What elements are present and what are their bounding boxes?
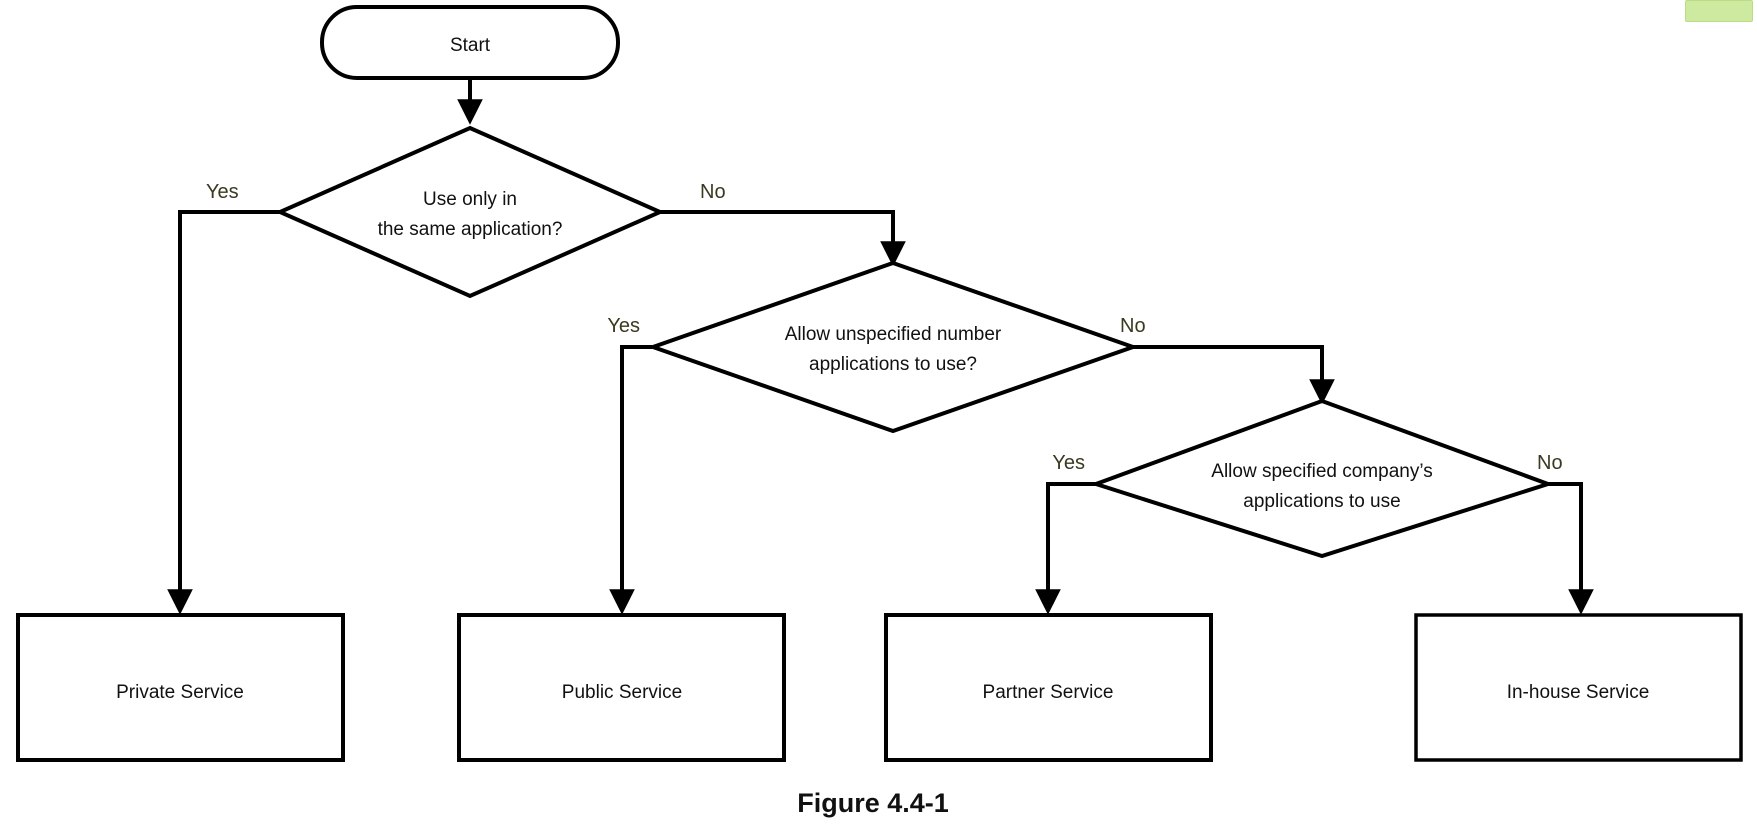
edge-decision3-yes-to-partner xyxy=(1048,484,1096,610)
node-public-service-label: Public Service xyxy=(561,682,683,703)
node-partner-service-label: Partner Service xyxy=(982,682,1114,703)
node-decision1-line1: Use only in xyxy=(423,189,517,210)
node-decision2-line2: applications to use? xyxy=(809,354,977,375)
edge-decision1-no-to-decision2 xyxy=(660,212,893,262)
edge-decision2-yes-to-public xyxy=(622,347,652,610)
node-start xyxy=(322,7,618,78)
node-decision1-line2: the same application? xyxy=(377,219,563,240)
overlay-badge[interactable] xyxy=(1685,0,1753,22)
node-decision3-line1: Allow specified company’s xyxy=(1211,461,1433,482)
edge-decision3-no-to-inhouse xyxy=(1548,484,1581,610)
edge-decision2-no-to-decision3 xyxy=(1133,347,1322,400)
node-inhouse-service-label: In-house Service xyxy=(1506,682,1650,703)
node-private-service xyxy=(18,615,343,760)
node-decision3-line2: applications to use xyxy=(1243,491,1401,512)
node-decision-specified-company xyxy=(1096,401,1548,556)
edge-label-decision2-no: No xyxy=(1120,315,1146,337)
edge-label-decision2-yes: Yes xyxy=(607,315,640,337)
edge-label-decision1-no: No xyxy=(700,181,726,203)
node-decision2-line1: Allow unspecified number xyxy=(784,324,1002,345)
figure-caption: Figure 4.4-1 xyxy=(797,788,949,818)
node-inhouse-service xyxy=(1416,615,1741,760)
node-start-label: Start xyxy=(449,35,491,56)
node-private-service-label: Private Service xyxy=(116,682,244,703)
node-decision-unspecified-number xyxy=(653,263,1133,431)
node-partner-service xyxy=(886,615,1211,760)
edge-label-decision1-yes: Yes xyxy=(206,181,239,203)
edge-label-decision3-no: No xyxy=(1537,452,1563,474)
node-public-service xyxy=(459,615,784,760)
node-decision-same-application xyxy=(280,128,660,296)
edge-label-decision3-yes: Yes xyxy=(1052,452,1085,474)
edge-decision1-yes-to-private xyxy=(180,212,282,610)
